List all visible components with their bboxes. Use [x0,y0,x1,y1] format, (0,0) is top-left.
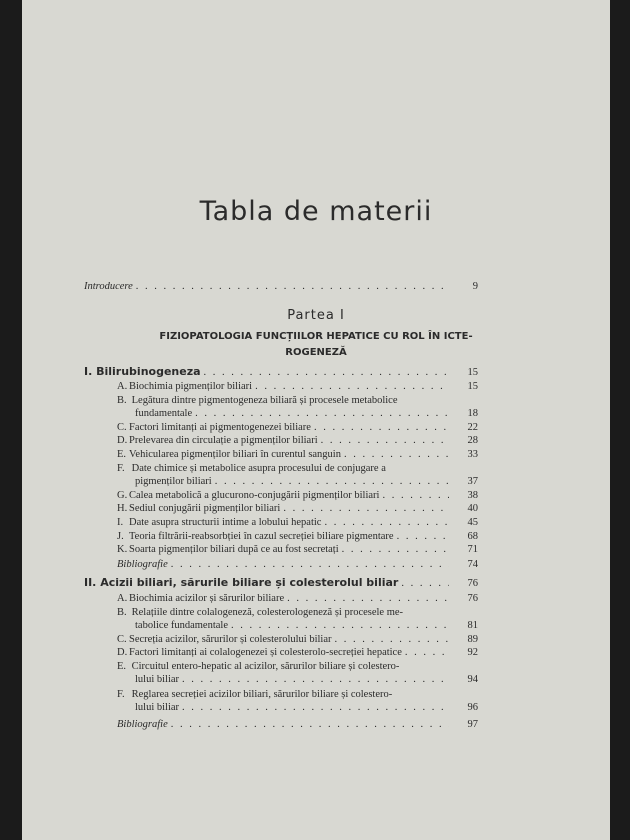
entry-letter: A. [117,593,128,604]
entry-page: 96 [467,702,478,713]
toc-entry [117,380,478,393]
leader-dots [287,592,449,605]
leader-dots [195,407,449,420]
entry-page: 81 [467,620,478,631]
part-subtitle-line2: ROGENEZĂ [285,347,347,358]
entry-text-cont: pigmenților biliari [135,476,212,487]
leader-dots [171,718,449,731]
chapter-heading [84,576,478,590]
leader-dots [314,421,449,434]
chapter1-label: I. Bilirubinogeneza [84,365,201,378]
leader-dots [344,448,449,461]
bibliography-label: Bibliografie [117,719,168,730]
chapter1-page: 15 [467,367,478,378]
page-title: Tabla de materii [199,196,433,227]
part-label: Partea I [287,308,345,323]
entry-letter: B. [117,607,127,618]
entry-page: 18 [467,408,478,419]
entry-letter: D. [117,435,128,446]
entry-text: Date asupra structurii intime a lobului hepatic [129,517,322,528]
entry-page: 76 [467,593,478,604]
toc-entry-bibliography [117,718,478,731]
leader-dots [171,558,449,571]
entry-text: Legătura dintre pigmentogeneza biliară și procesele metabolice [131,395,398,406]
toc-entry-continuation [135,701,478,714]
entry-page: 38 [467,490,478,501]
leader-dots [401,577,449,590]
entry-page: 33 [467,449,478,460]
entry-text: Teoria filtrării-reabsorbției în cazul secreției biliare pigmentare [129,531,394,542]
leader-dots [335,633,449,646]
entry-page: 89 [467,634,478,645]
leader-dots [397,530,449,543]
bibliography-page: 74 [467,559,478,570]
part-subtitle [122,329,510,361]
leader-dots [204,366,449,379]
entry-letter: A. [117,381,128,392]
toc-entry [117,394,398,407]
toc-entry [117,530,478,543]
toc-entry [117,462,386,475]
entry-letter: E. [117,661,127,672]
entry-page: 28 [467,435,478,446]
leader-dots [182,701,449,714]
entry-text: Vehicularea pigmenților biliari în curentul sanguin [129,449,341,460]
toc-entry [117,543,478,556]
entry-text-cont: fundamentale [135,408,193,419]
toc-entry-continuation [135,407,478,420]
part-subtitle-line1: FIZIOPATOLOGIA FUNCȚIILOR HEPATICE CU ROL ÎN ICTE- [159,331,473,342]
entry-letter: I. [117,517,124,528]
toc-entry [117,646,478,659]
toc-entry-continuation [135,619,478,632]
chapter2-page: 76 [467,578,478,589]
entry-text: Calea metabolică a glucurono-conjugării pigmenților biliari [129,490,380,501]
toc-entry-continuation [135,673,478,686]
toc-entry [117,489,478,502]
leader-dots [231,619,449,632]
entry-text: Factori limitanți ai pigmentogenezei biliare [129,422,311,433]
entry-page: 92 [467,647,478,658]
bibliography-label: Bibliografie [117,559,168,570]
entry-text-cont: lului biliar [135,702,180,713]
toc-entry-bibliography [117,558,478,571]
book-page [22,0,610,840]
toc-entry [117,434,478,447]
leader-dots [283,502,449,515]
bibliography-page: 97 [467,719,478,730]
entry-page: 71 [467,544,478,555]
entry-letter: C. [117,422,127,433]
leader-dots [342,543,449,556]
entry-letter: H. [117,503,128,514]
entry-page: 40 [467,503,478,514]
entry-text: Prelevarea din circulație a pigmenților biliari [129,435,318,446]
leader-dots [136,280,449,293]
entry-text: Reglarea secreției acizilor biliari, sărurilor biliare și colestero- [131,689,393,700]
entry-letter: C. [117,634,127,645]
entry-text: Secreția acizilor, sărurilor și colesterolului biliar [129,634,332,645]
entry-text: Circuitul entero-hepatic al acizilor, sărurilor biliare și colestero- [131,661,400,672]
entry-text: Relațiile dintre colalogeneză, colesterologeneză și procesele me- [131,607,404,618]
entry-page: 45 [467,517,478,528]
entry-page: 68 [467,531,478,542]
entry-page: 37 [467,476,478,487]
intro-label: Introducere [84,281,133,292]
toc-entry-continuation [135,475,478,488]
chapter-heading [84,365,478,379]
leader-dots [321,434,449,447]
entry-text-cont: tabolice fundamentale [135,620,228,631]
entry-text: Biochimia acizilor și sărurilor biliare [129,593,285,604]
toc-entry [117,688,392,701]
toc-entry [117,502,478,515]
toc-entry [117,592,478,605]
entry-page: 94 [467,674,478,685]
toc-entry [117,606,403,619]
entry-letter: K. [117,544,128,555]
entry-letter: J. [117,531,124,542]
entry-page: 15 [467,381,478,392]
entry-text: Biochimia pigmenților biliari [129,381,253,392]
entry-text-cont: lului biliar [135,674,180,685]
entry-letter: D. [117,647,128,658]
entry-text: Soarta pigmenților biliari după ce au fost secretați [129,544,339,555]
leader-dots [255,380,449,393]
toc-entry-intro [84,280,478,293]
toc-entry [117,448,478,461]
toc-entry [117,421,478,434]
entry-text: Date chimice și metabolice asupra procesului de conjugare a [131,463,386,474]
entry-text: Factori limitanți ai colalogenezei și colesterolo-secreției hepatice [129,647,402,658]
entry-letter: F. [117,463,125,474]
leader-dots [182,673,449,686]
entry-letter: G. [117,490,128,501]
chapter2-label: II. Acizii biliari, sărurile biliare și colesterolul biliar [84,576,399,589]
leader-dots [382,489,449,502]
entry-letter: F. [117,689,125,700]
leader-dots [405,646,449,659]
entry-text: Sediul conjugării pigmenților biliari [129,503,281,514]
entry-page: 22 [467,422,478,433]
leader-dots [215,475,449,488]
entry-letter: B. [117,395,127,406]
toc-entry [117,633,478,646]
toc-entry [117,516,478,529]
toc-entry [117,660,399,673]
leader-dots [324,516,449,529]
entry-letter: E. [117,449,127,460]
intro-page: 9 [472,281,478,292]
